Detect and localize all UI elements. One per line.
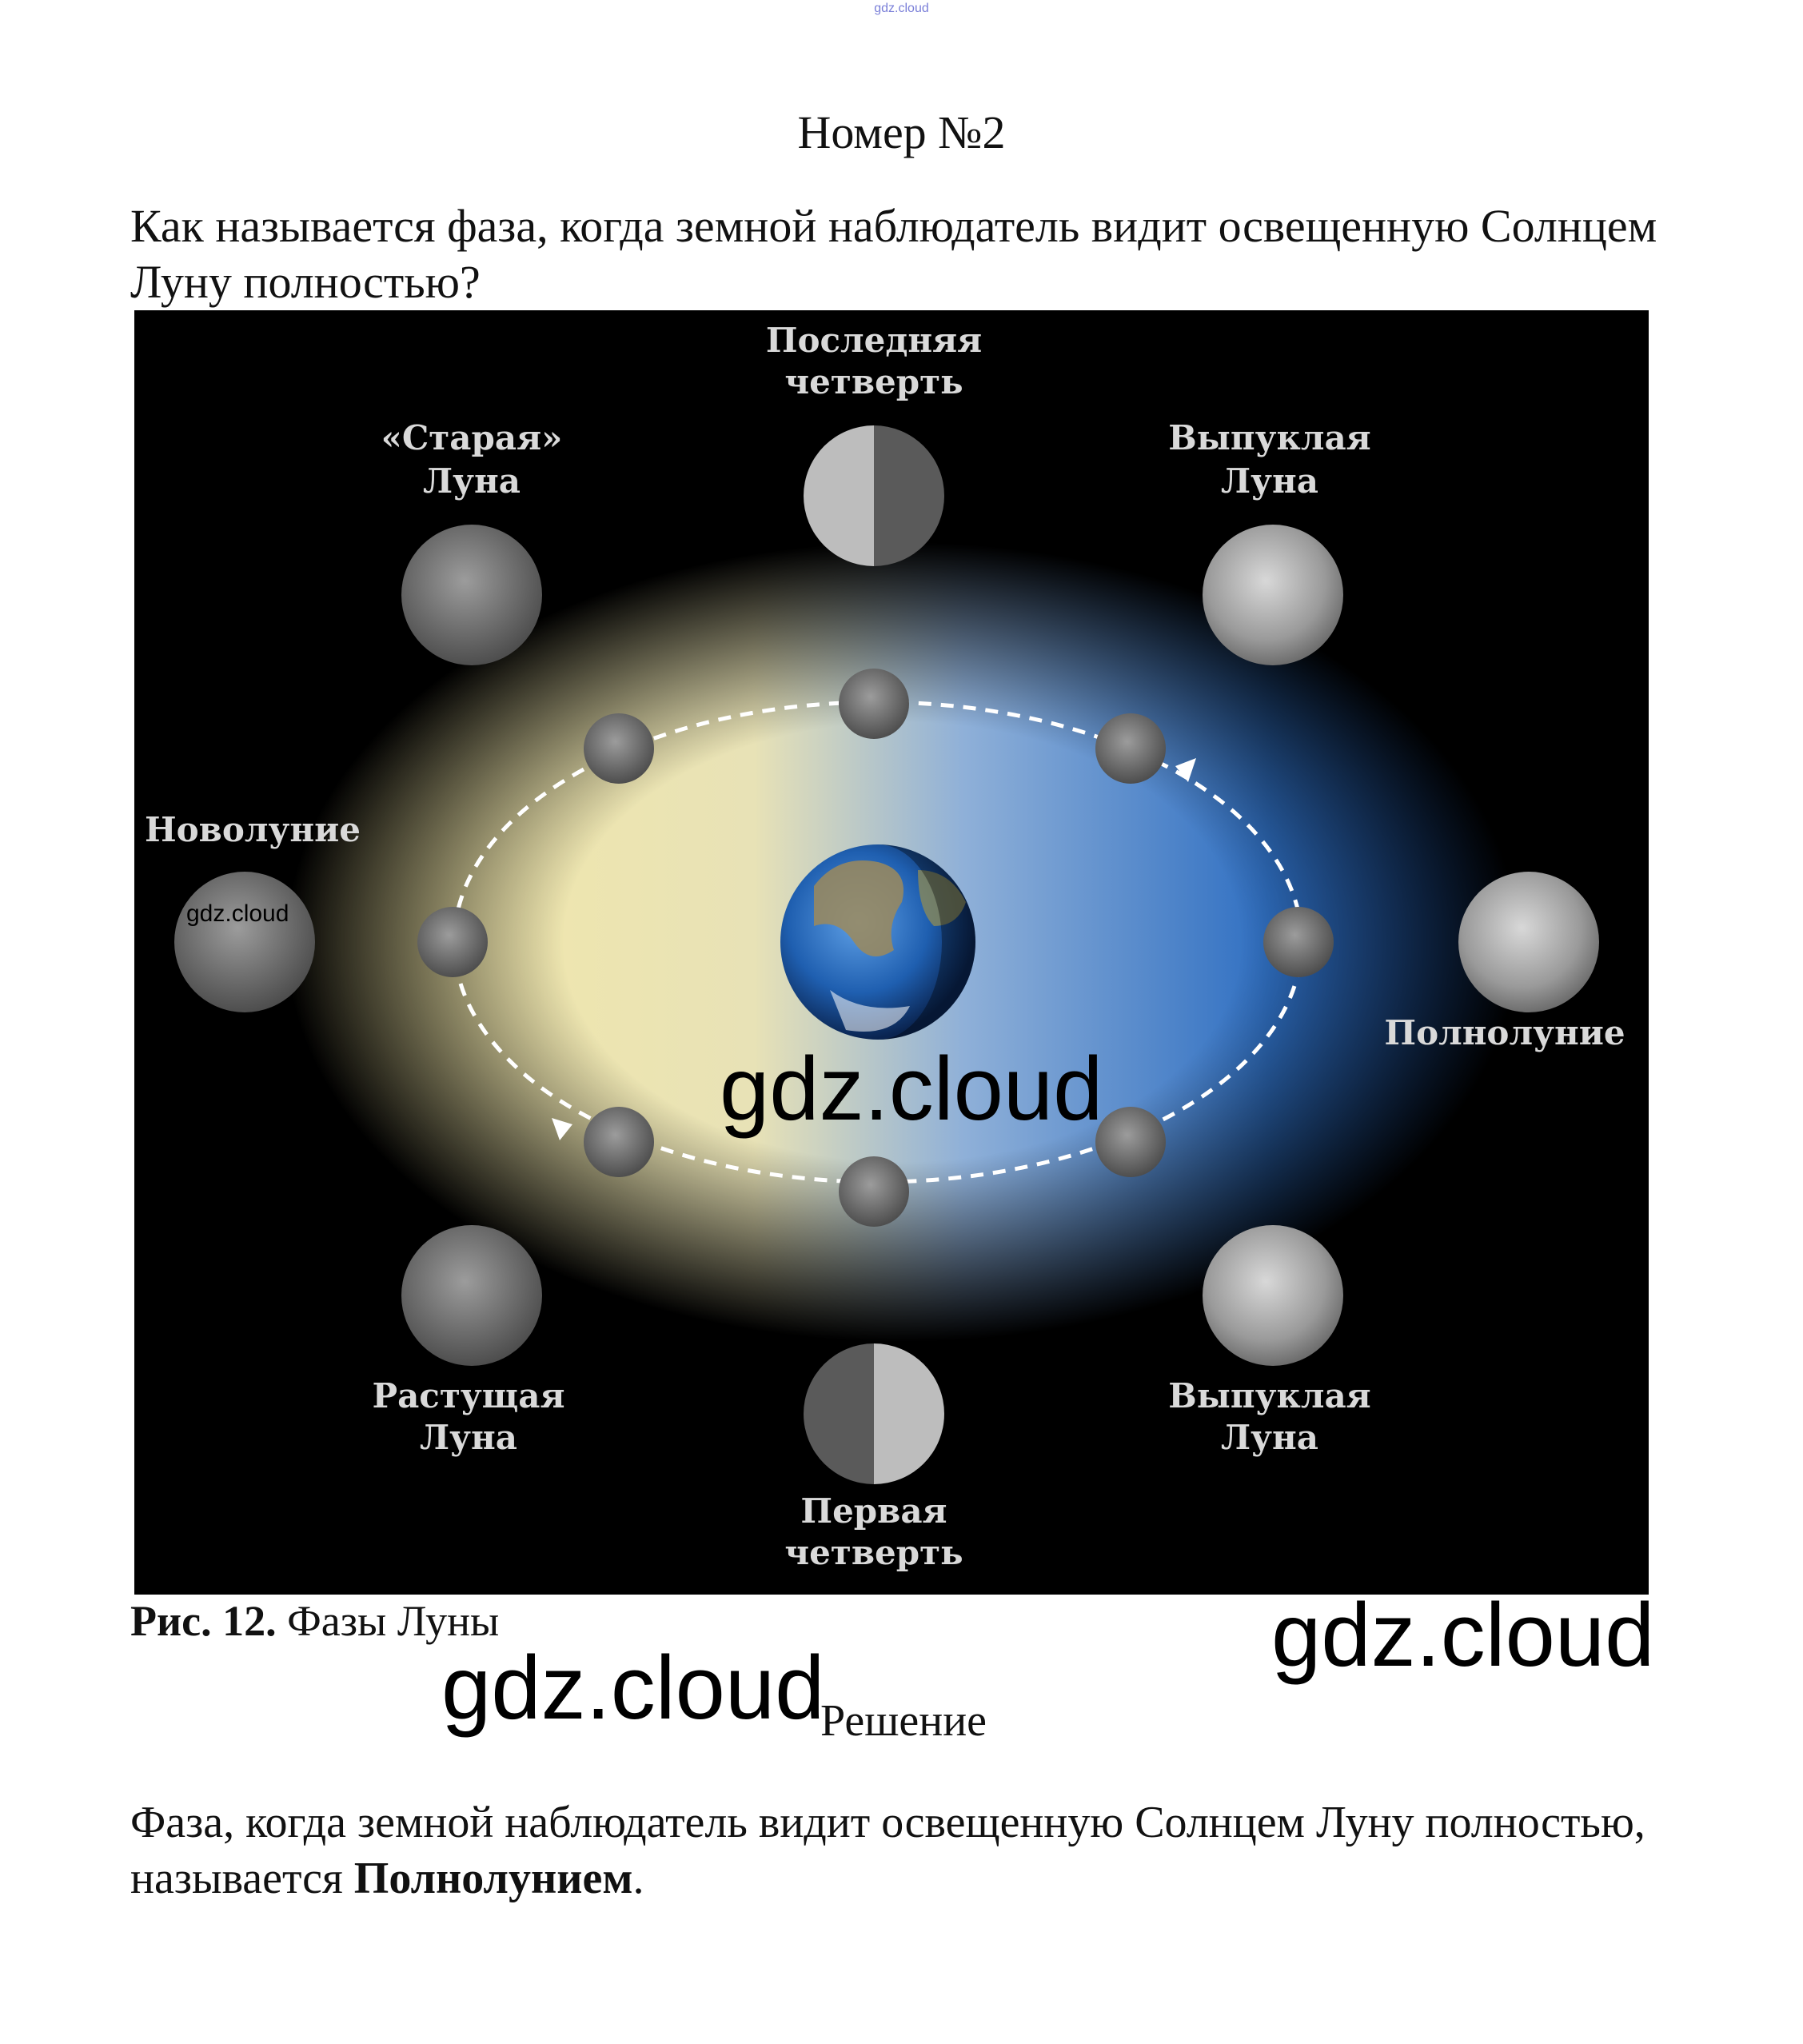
caption-text: Фазы Луны bbox=[287, 1597, 500, 1645]
figure-watermark-center: gdz.cloud bbox=[720, 1039, 1103, 1139]
watermark-left: gdz.cloud bbox=[441, 1638, 825, 1738]
orbit-moon-top bbox=[839, 669, 909, 739]
answer-text bbox=[130, 1794, 1729, 1906]
label-waxing-1: Растущая bbox=[372, 1376, 565, 1415]
watermark-right: gdz.cloud bbox=[1271, 1585, 1655, 1685]
moon-gibbous-top bbox=[1203, 525, 1343, 665]
answer-suffix: . bbox=[632, 1854, 644, 1903]
moon-old bbox=[401, 525, 542, 665]
moon-last-quarter bbox=[804, 425, 944, 566]
label-old-moon-2: Луна bbox=[423, 461, 521, 501]
label-gibbous-top-1: Выпуклая bbox=[1168, 418, 1371, 457]
page-title: Номер №2 bbox=[797, 106, 1006, 158]
label-gibbous-top-2: Луна bbox=[1221, 461, 1318, 501]
moon-waxing bbox=[401, 1225, 542, 1366]
moon-new bbox=[174, 872, 315, 1012]
moon-first-quarter bbox=[804, 1343, 944, 1484]
question-text: Как называется фаза, когда земной наблюдатель видит освещенную Солнцем Луну полностью? bbox=[130, 200, 1657, 308]
answer-prefix: Фаза, когда земной наблюдатель видит освещенную Солнцем Луну полностью, называется bbox=[130, 1798, 1645, 1903]
label-first-quarter-1: Первая bbox=[800, 1491, 947, 1531]
answer-bold: Полнолунием bbox=[353, 1854, 633, 1903]
label-last-quarter-2: четверть bbox=[784, 362, 963, 401]
orbit-moon-top-right bbox=[1095, 713, 1166, 784]
label-last-quarter-1: Последняя bbox=[765, 321, 983, 360]
label-gibbous-bottom-2: Луна bbox=[1221, 1418, 1318, 1457]
top-watermark: gdz.cloud bbox=[874, 2, 929, 15]
moon-full bbox=[1458, 872, 1599, 1012]
moon-phases-figure bbox=[134, 310, 1649, 1595]
label-first-quarter-2: четверть bbox=[784, 1533, 963, 1572]
caption-number: Рис. 12. bbox=[130, 1597, 277, 1645]
moon-gibbous-bottom bbox=[1203, 1225, 1343, 1366]
label-full-moon: Полнолуние bbox=[1384, 1013, 1625, 1052]
orbit-moon-bottom-right bbox=[1095, 1107, 1166, 1177]
label-gibbous-bottom-1: Выпуклая bbox=[1168, 1376, 1371, 1415]
figure-watermark-small: gdz.cloud bbox=[186, 900, 289, 927]
orbit-moon-right bbox=[1263, 907, 1334, 977]
label-old-moon-1: «Старая» bbox=[381, 418, 563, 457]
orbit-moon-left bbox=[417, 907, 488, 977]
orbit-moon-bottom-left bbox=[584, 1107, 654, 1177]
orbit-moon-bottom bbox=[839, 1156, 909, 1227]
orbit-moon-top-left bbox=[584, 713, 654, 784]
solution-heading: Решение bbox=[820, 1696, 987, 1746]
label-new-moon: Новолуние bbox=[144, 810, 361, 849]
earth bbox=[780, 844, 975, 1040]
label-waxing-2: Луна bbox=[420, 1418, 517, 1457]
